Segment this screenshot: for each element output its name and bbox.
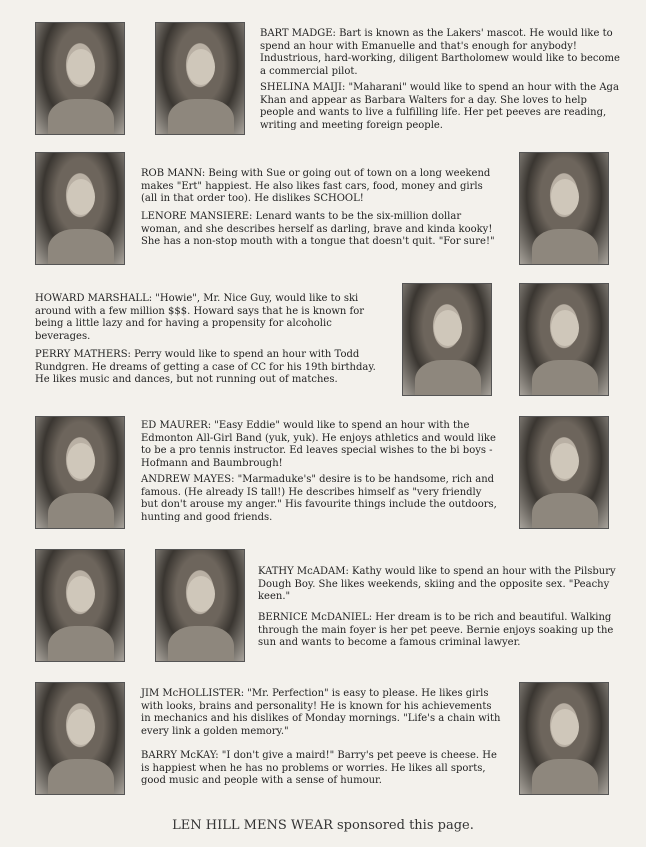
portrait-photo <box>519 152 609 265</box>
portrait-photo <box>519 283 609 396</box>
student-bio: ANDREW MAYES: "Marmaduke's" desire is to be handsome, rich and famous. (He already IS tall!) He describes himself as "very friendly but don't arouse my anger." His favourite things include the outdoors, hunting and good friends. <box>141 474 497 523</box>
sponsor-footer: LEN HILL MENS WEAR sponsored this page. <box>172 818 474 833</box>
portrait-photo <box>519 682 609 795</box>
student-bio: ED MAURER: "Easy Eddie" would like to spend an hour with the Edmonton All-Girl Band (yuk, yuk). He enjoys athletics and would like to be a pro tennis instructor. Ed leaves special wishes to the bi boys - Hofmann and Baumbrough! <box>141 420 496 469</box>
portrait-photo <box>519 416 609 529</box>
student-bio: BART MADGE: Bart is known as the Lakers' mascot. He would like to spend an hour with Emanuelle and that's enough for anybody! Industrious, hard-working, diligent Bartholomew would like to become a commercial pilot. <box>260 28 620 77</box>
student-bio: KATHY McADAM: Kathy would like to spend an hour with the Pilsbury Dough Boy. She likes weekends, skiing and the opposite sex. "Peachy keen." <box>258 566 616 602</box>
student-bio: BERNICE McDANIEL: Her dream is to be rich and beautiful. Walking through the main foyer is her pet peeve. Bernie enjoys soaking up the sun and wants to become a famous criminal lawyer. <box>258 612 614 648</box>
portrait-photo <box>35 152 125 265</box>
student-bio: HOWARD MARSHALL: "Howie", Mr. Nice Guy, would like to ski around with a few million $$$. Howard says that he is known for being a little lazy and for having a propensity for alcoholic beverages. <box>35 293 365 342</box>
portrait-photo <box>35 416 125 529</box>
student-bio: LENORE MANSIERE: Lenard wants to be the six-million dollar woman, and she describes herself as darling, brave and kinda kooky! She has a non-stop mouth with a tongue that doesn't quit. "For sure!" <box>141 211 495 247</box>
student-bio: PERRY MATHERS: Perry would like to spend an hour with Todd Rundgren. He dreams of getting a case of CC for his 19th birthday. He likes music and dances, but not running out of matches. <box>35 349 376 385</box>
portrait-photo <box>35 549 125 662</box>
portrait-photo <box>35 22 125 135</box>
student-bio: SHELINA MAIJI: "Maharani" would like to spend an hour with the Aga Khan and appear as Barbara Walters for a day. She loves to help people and wants to live a fulfilling life. Her pet peeves are reading, writing and meeting foreign people. <box>260 82 619 131</box>
student-bio: BARRY McKAY: "I don't give a maird!" Barry's pet peeve is cheese. He is happiest when he has no problems or worries. He likes all sports, good music and people with a sense of humour. <box>141 750 497 786</box>
portrait-photo <box>155 549 245 662</box>
portrait-photo <box>155 22 245 135</box>
student-bio: ROB MANN: Being with Sue or going out of town on a long weekend makes "Ert" happiest. He also likes fast cars, food, money and girls (all in that order too). He dislikes SCHOOL! <box>141 168 491 204</box>
student-bio: JIM McHOLLISTER: "Mr. Perfection" is easy to please. He likes girls with looks, brains and personality! He is known for his achievements in mechanics and his dislikes of Monday mornings. "Life's a chain with every link a golden memory." <box>141 688 501 737</box>
portrait-photo <box>35 682 125 795</box>
portrait-photo <box>402 283 492 396</box>
